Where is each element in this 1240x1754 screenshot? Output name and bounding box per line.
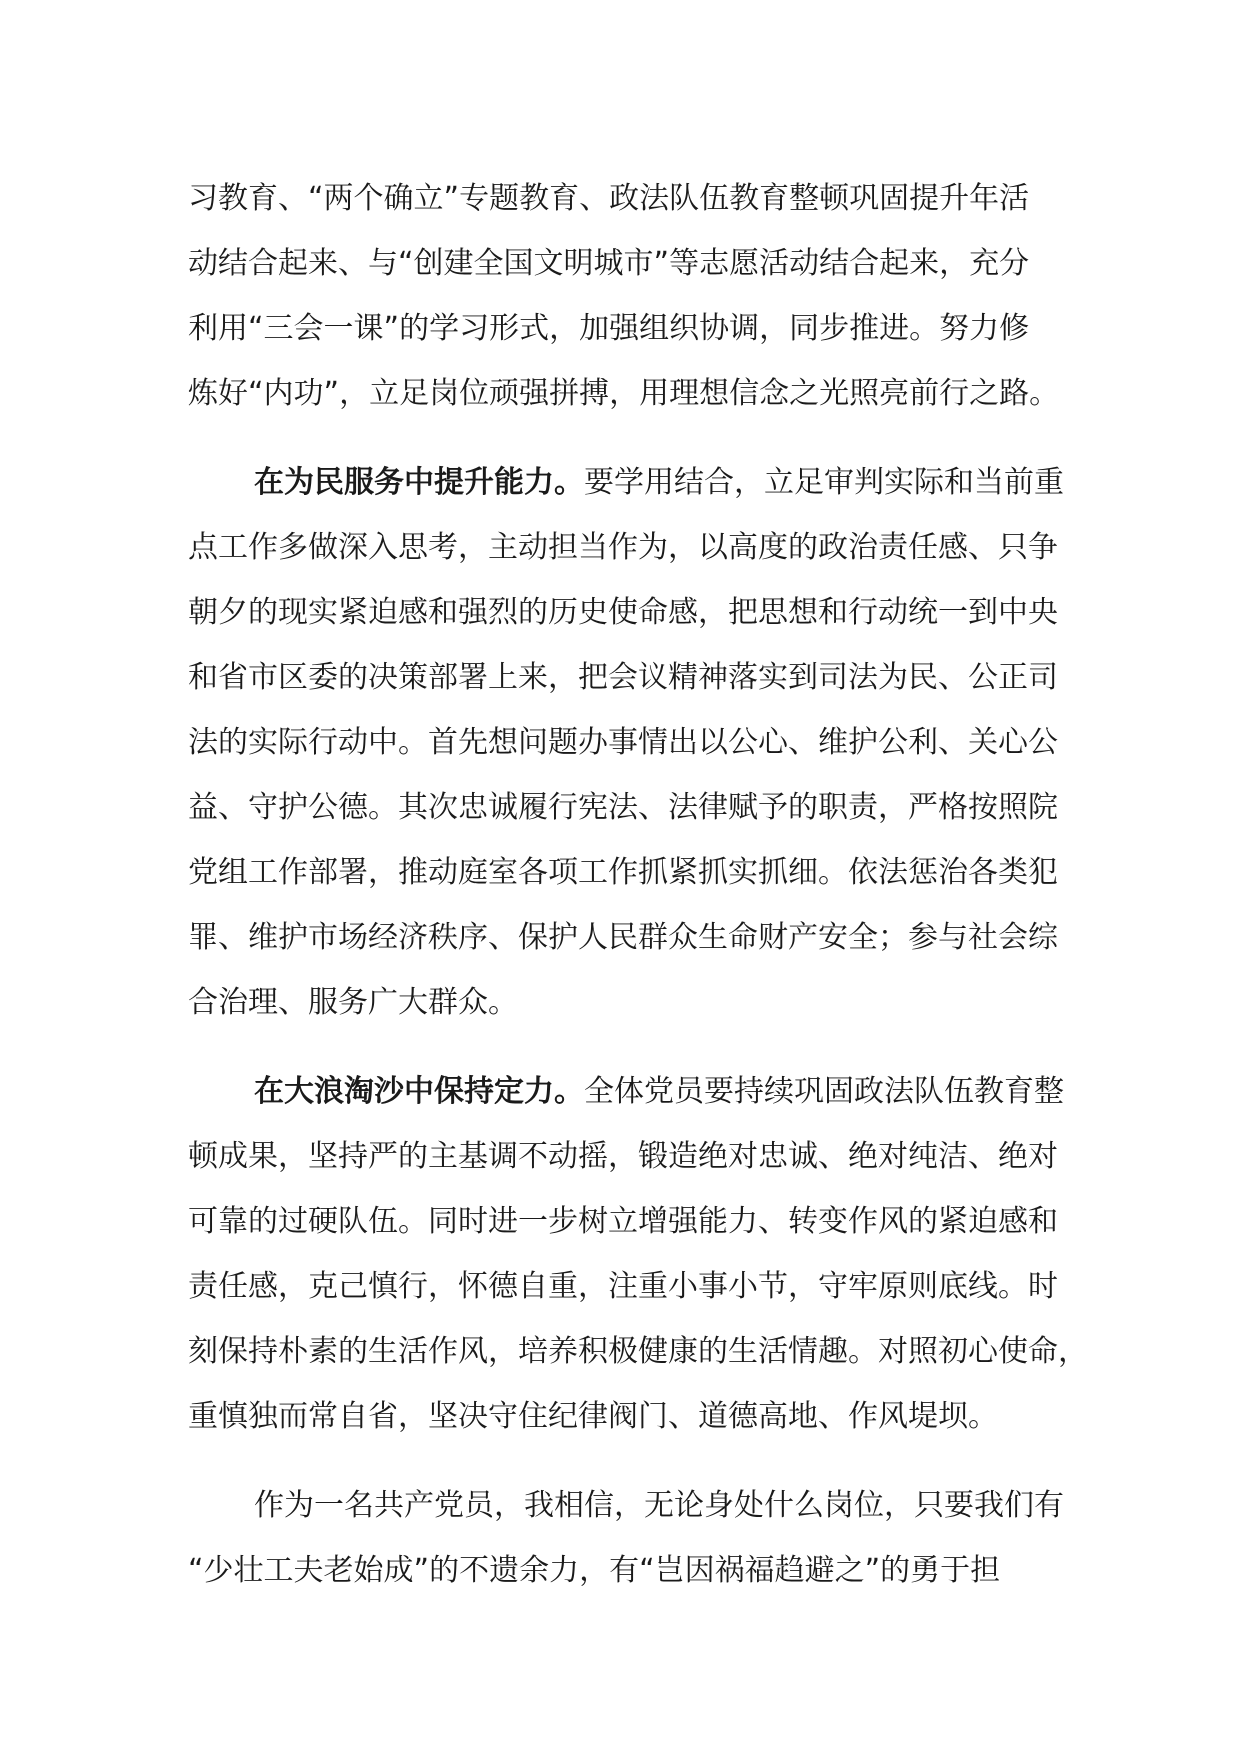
paragraph-3-line-4: 责任感，克己慎行，怀德自重，注重小事小节，守牢原则底线。时 <box>188 1269 1058 1304</box>
paragraph-3-heading: 在大浪淘沙中保持定力。 <box>254 1074 584 1109</box>
paragraph-4-line-2: “少壮工夫老始成”的不遗余力，有“岂因祸福趋避之”的勇于担 <box>188 1553 1001 1588</box>
paragraph-2-line-1 <box>188 450 1064 515</box>
paragraph-2-line-3: 朝夕的现实紧迫感和强烈的历史使命感，把思想和行动统一到中央 <box>188 595 1058 630</box>
paragraph-1-line-1: 习教育、“两个确立”专题教育、政法队伍教育整顿巩固提升年活 <box>188 181 1030 216</box>
paragraph-3-line-3: 可靠的过硬队伍。同时进一步树立增强能力、转变作风的紧迫感和 <box>188 1204 1058 1239</box>
paragraph-4-line-1: 作为一名共产党员，我相信，无论身处什么岗位，只要我们有 <box>254 1488 1064 1523</box>
paragraph-3-line-2: 顿成果，坚持严的主基调不动摇，锻造绝对忠诚、绝对纯洁、绝对 <box>188 1139 1058 1174</box>
paragraph-2-line-4: 和省市区委的决策部署上来，把会议精神落实到司法为民、公正司 <box>188 660 1058 695</box>
paragraph-1-line-2: 动结合起来、与“创建全国文明城市”等志愿活动结合起来，充分 <box>188 246 1030 281</box>
paragraph-2-line-5: 法的实际行动中。首先想问题办事情出以公心、维护公利、关心公 <box>188 725 1058 760</box>
paragraph-4 <box>188 1473 1064 1603</box>
paragraph-2-heading: 在为民服务中提升能力。 <box>254 465 584 500</box>
paragraph-3-line-6: 重慎独而常自省，坚决守住纪律阀门、道德高地、作风堤坝。 <box>188 1399 998 1434</box>
paragraph-2 <box>188 450 1064 1035</box>
paragraph-3-line-1 <box>188 1059 1064 1124</box>
paragraph-2-line-9: 合治理、服务广大群众。 <box>188 985 518 1020</box>
paragraph-1-line-3: 利用“三会一课”的学习形式，加强组织协调，同步推进。努力修 <box>188 311 1030 346</box>
paragraph-1 <box>188 166 1058 426</box>
paragraph-2-line-6: 益、守护公德。其次忠诚履行宪法、法律赋予的职责，严格按照院 <box>188 790 1058 825</box>
paragraph-1-line-4: 炼好“内功”，立足岗位顽强拼搏，用理想信念之光照亮前行之路。 <box>188 376 1060 411</box>
paragraph-3-first-text: 全体党员要持续巩固政法队伍教育整 <box>584 1074 1064 1109</box>
paragraph-3 <box>188 1059 1088 1449</box>
paragraph-2-line-8: 罪、维护市场经济秩序、保护人民群众生命财产安全；参与社会综 <box>188 920 1058 955</box>
document-body <box>188 166 1088 1627</box>
paragraph-2-line-2: 点工作多做深入思考，主动担当作为，以高度的政治责任感、只争 <box>188 530 1058 565</box>
paragraph-2-first-text: 要学用结合，立足审判实际和当前重 <box>584 465 1064 500</box>
paragraph-3-line-5: 刻保持朴素的生活作风，培养积极健康的生活情趣。对照初心使命， <box>188 1334 1088 1369</box>
paragraph-2-line-7: 党组工作部署，推动庭室各项工作抓紧抓实抓细。依法惩治各类犯 <box>188 855 1058 890</box>
